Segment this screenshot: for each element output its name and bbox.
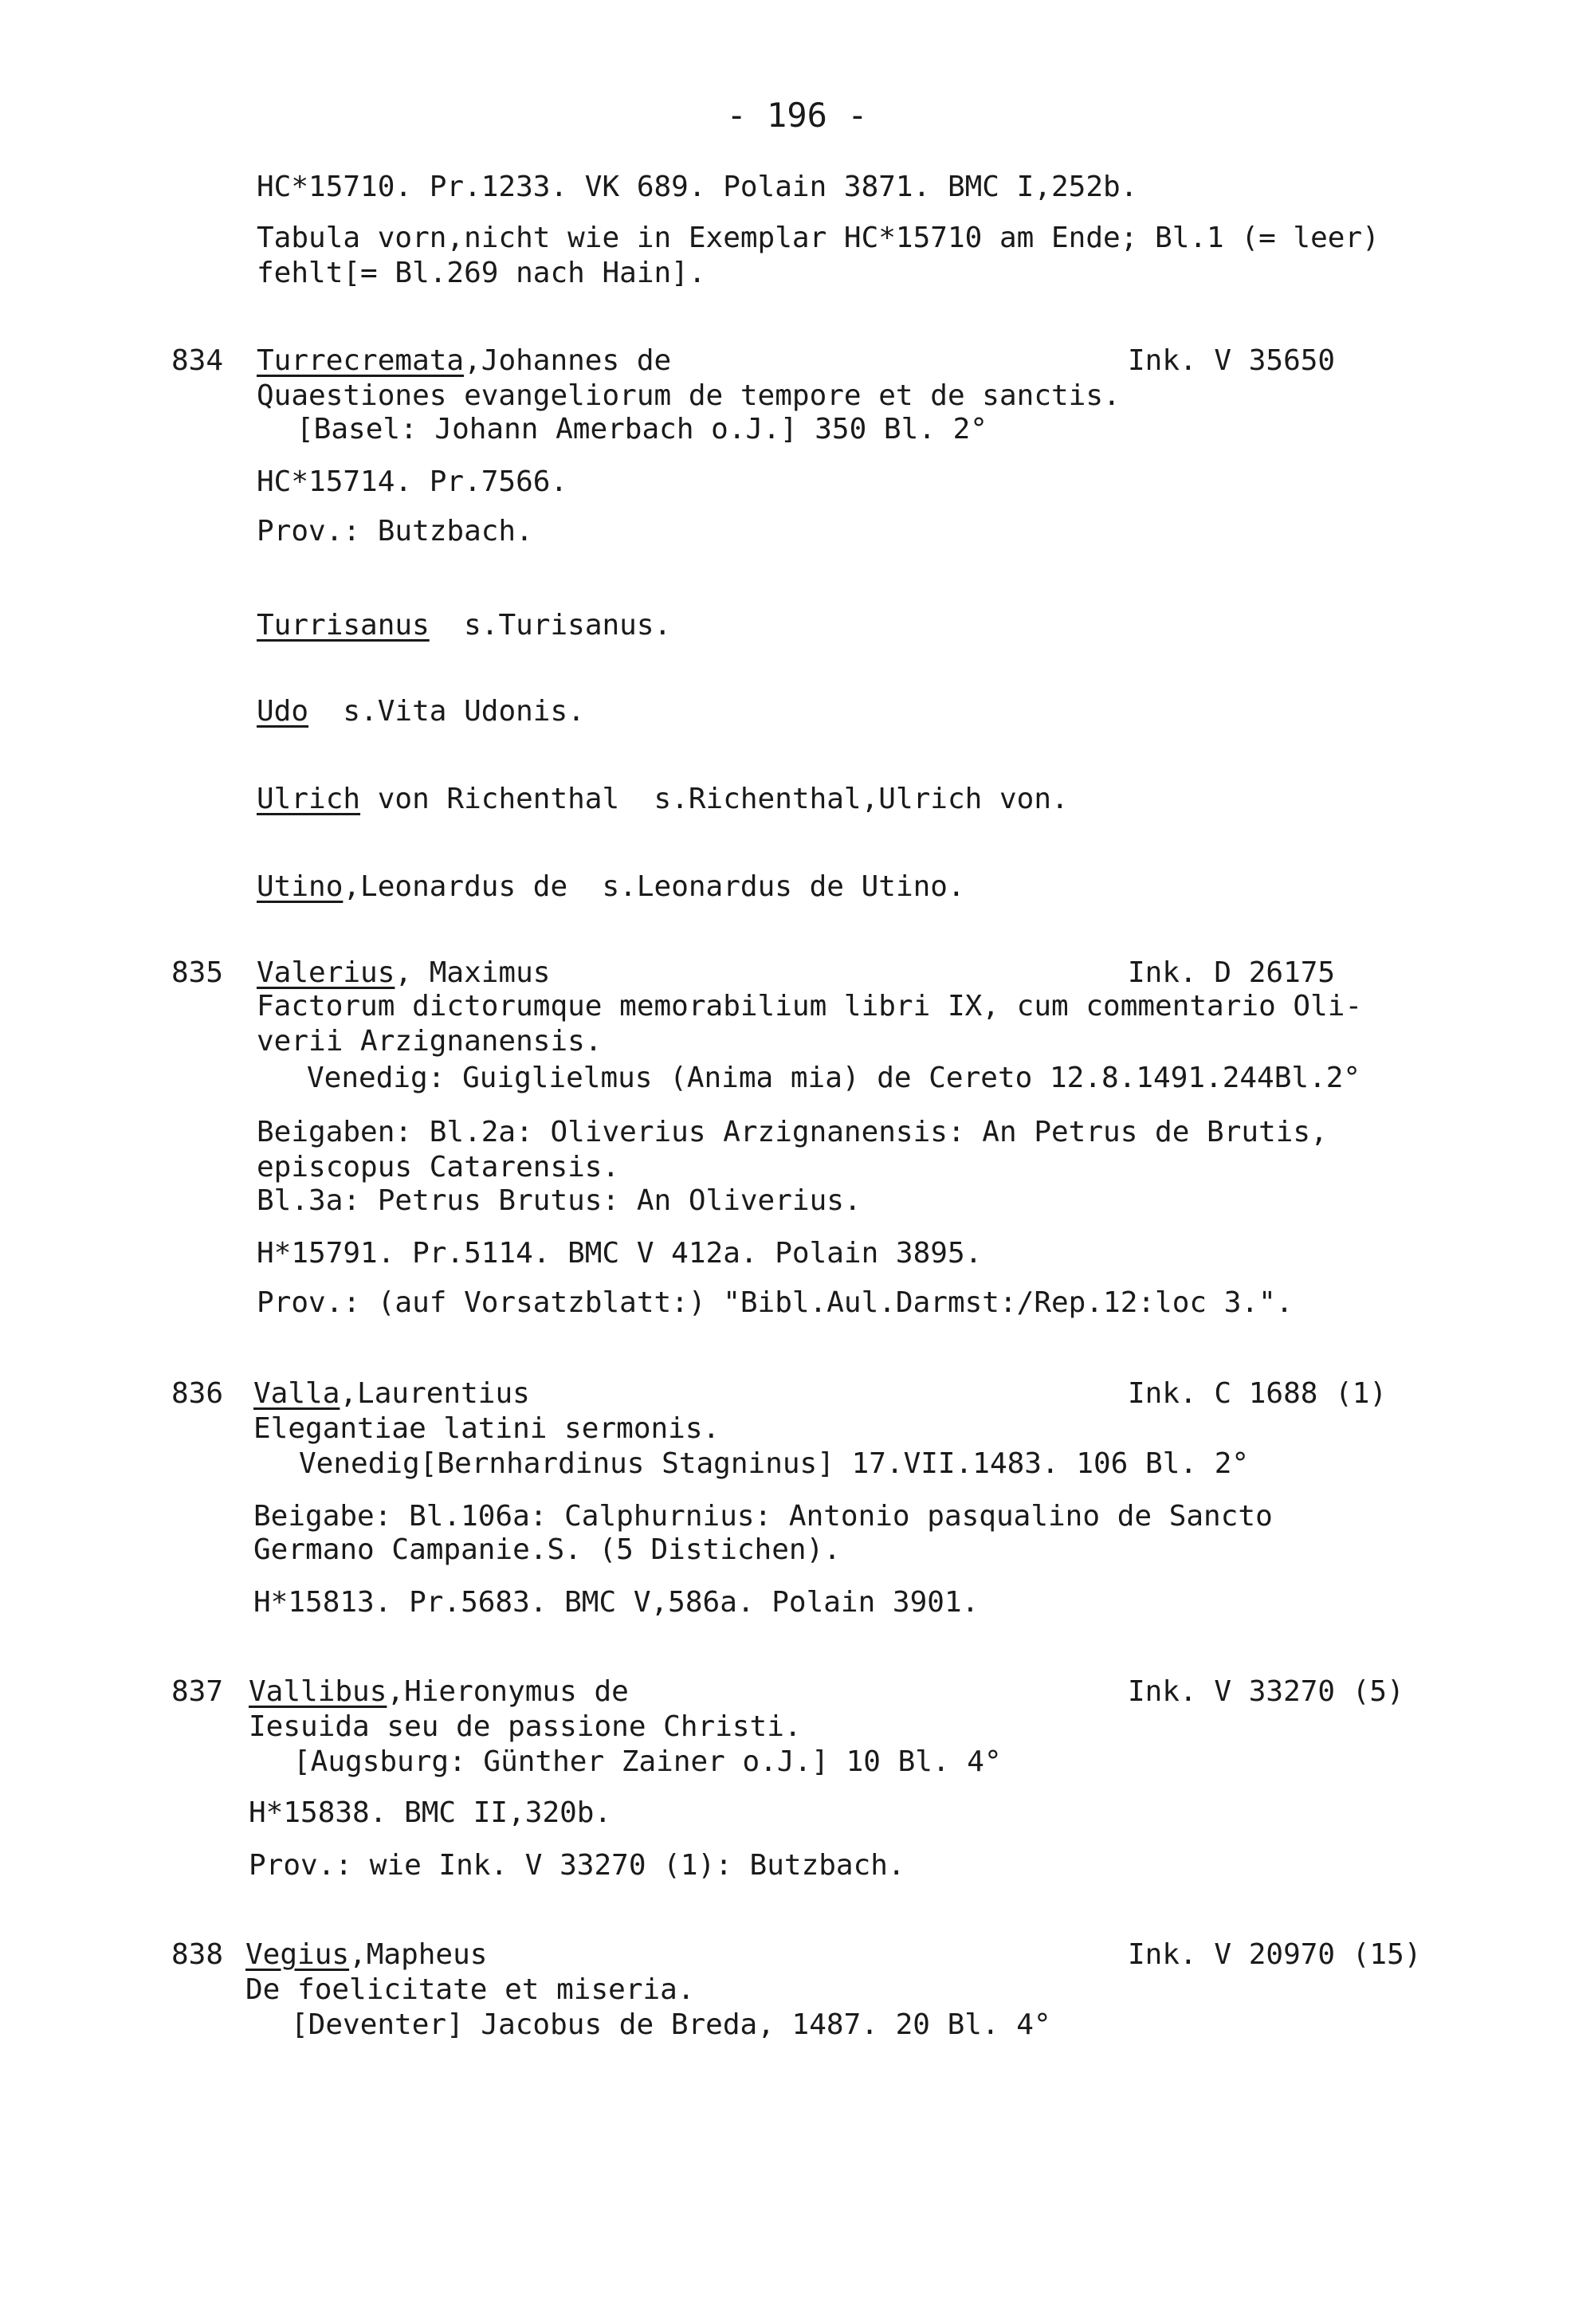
author-name: Valerius <box>257 956 395 989</box>
cross-ref <box>257 607 671 644</box>
entry-heading <box>253 1376 530 1412</box>
shelfmark: Ink. C 1688 (1) <box>1128 1377 1388 1410</box>
shelfmark: Ink. V 33270 (5) <box>1128 1675 1404 1708</box>
entry-line: Elegantiae latini sermonis. <box>253 1412 720 1445</box>
entry-heading <box>249 1674 629 1710</box>
entry-line: Beigaben: Bl.2a: Oliverius Arzignanensis: An Petrus de Brutis, <box>257 1116 1328 1148</box>
entry-line: Bl.3a: Petrus Brutus: An Oliverius. <box>257 1184 862 1217</box>
entry-line: [Augsburg: Günther Zainer o.J.] 10 Bl. 4° <box>293 1745 1002 1778</box>
entry-line: Prov.: wie Ink. V 33270 (1): Butzbach. <box>249 1849 905 1882</box>
entry-heading <box>257 955 550 991</box>
cross-ref-heading: Ulrich <box>257 783 361 815</box>
entry-number: 834 <box>171 344 224 377</box>
author-name: Valla <box>253 1377 340 1410</box>
cross-ref <box>257 869 965 905</box>
entry-number: 835 <box>171 956 224 989</box>
cross-ref <box>257 693 585 730</box>
cross-ref-heading: Udo <box>257 695 309 728</box>
author-name: Vallibus <box>249 1675 387 1708</box>
entry-line: Prov.: (auf Vorsatzblatt:) "Bibl.Aul.Darmst:/Rep.12:loc 3.". <box>257 1286 1294 1319</box>
entry-line: Germano Campanie.S. (5 Distichen). <box>253 1533 841 1566</box>
entry-number: 837 <box>171 1675 224 1708</box>
entry-line: Iesuida seu de passione Christi. <box>249 1710 802 1743</box>
entry-line: Venedig[Bernhardinus Stagninus] 17.VII.1483. 106 Bl. 2° <box>299 1447 1250 1480</box>
shelfmark: Ink. V 35650 <box>1128 344 1336 377</box>
cross-ref-target: s.Leonardus de Utino. <box>602 870 965 903</box>
top-note-line2: fehlt[= Bl.269 nach Hain]. <box>257 257 706 289</box>
entry-line: Prov.: Butzbach. <box>257 515 533 548</box>
cross-ref-heading-rest: ,Leonardus de <box>343 870 568 903</box>
entry-line: Factorum dictorumque memorabilium libri IX, cum commentario Oli- <box>257 990 1363 1023</box>
entry-number: 836 <box>171 1377 224 1410</box>
page-number: - 196 - <box>726 96 868 135</box>
cross-ref-heading: Turrisanus <box>257 609 430 642</box>
entry-line: episcopus Catarensis. <box>257 1151 620 1184</box>
top-note-line1: Tabula vorn,nicht wie in Exemplar HC*15710 am Ende; Bl.1 (= leer) <box>257 222 1380 254</box>
entry-line: H*15838. BMC II,320b. <box>249 1796 612 1829</box>
shelfmark: Ink. V 20970 (15) <box>1128 1938 1422 1971</box>
author-rest: ,Hieronymus de <box>387 1675 629 1708</box>
cross-ref <box>257 781 1069 818</box>
entry-line: Venedig: Guiglielmus (Anima mia) de Cereto 12.8.1491.244Bl.2° <box>307 1062 1361 1094</box>
author-name: Vegius <box>245 1938 350 1971</box>
cross-ref-heading: Utino <box>257 870 344 903</box>
author-rest: ,Mapheus <box>349 1938 488 1971</box>
author-name: Turrecremata <box>257 344 465 377</box>
entry-line: [Deventer] Jacobus de Breda, 1487. 20 Bl. 4° <box>291 2008 1051 2041</box>
cross-ref-target: s.Vita Udonis. <box>343 695 585 728</box>
entry-line: H*15813. Pr.5683. BMC V,586a. Polain 3901. <box>253 1586 980 1619</box>
cross-ref-target: s.Turisanus. <box>464 609 672 642</box>
shelfmark: Ink. D 26175 <box>1128 956 1336 989</box>
entry-number: 838 <box>171 1938 224 1971</box>
author-rest: ,Laurentius <box>340 1377 530 1410</box>
author-rest: ,Johannes de <box>464 344 672 377</box>
entry-heading <box>245 1937 487 1973</box>
entry-line: verii Arzignanensis. <box>257 1025 603 1058</box>
entry-heading <box>257 343 671 379</box>
cross-ref-target: s.Richenthal,Ulrich von. <box>654 783 1069 815</box>
entry-line: Quaestiones evangeliorum de tempore et de sanctis. <box>257 379 1121 412</box>
entry-line: De foelicitate et miseria. <box>245 1973 695 2006</box>
top-refs: HC*15710. Pr.1233. VK 689. Polain 3871. BMC I,252b. <box>257 171 1138 203</box>
entry-line: H*15791. Pr.5114. BMC V 412a. Polain 3895. <box>257 1237 983 1270</box>
entry-line: Beigabe: Bl.106a: Calphurnius: Antonio pasqualino de Sancto <box>253 1500 1273 1533</box>
cross-ref-heading-rest: von Richenthal <box>360 783 620 815</box>
author-rest: , Maximus <box>395 956 551 989</box>
entry-line: HC*15714. Pr.7566. <box>257 465 568 498</box>
entry-line: [Basel: Johann Amerbach o.J.] 350 Bl. 2° <box>296 413 987 446</box>
